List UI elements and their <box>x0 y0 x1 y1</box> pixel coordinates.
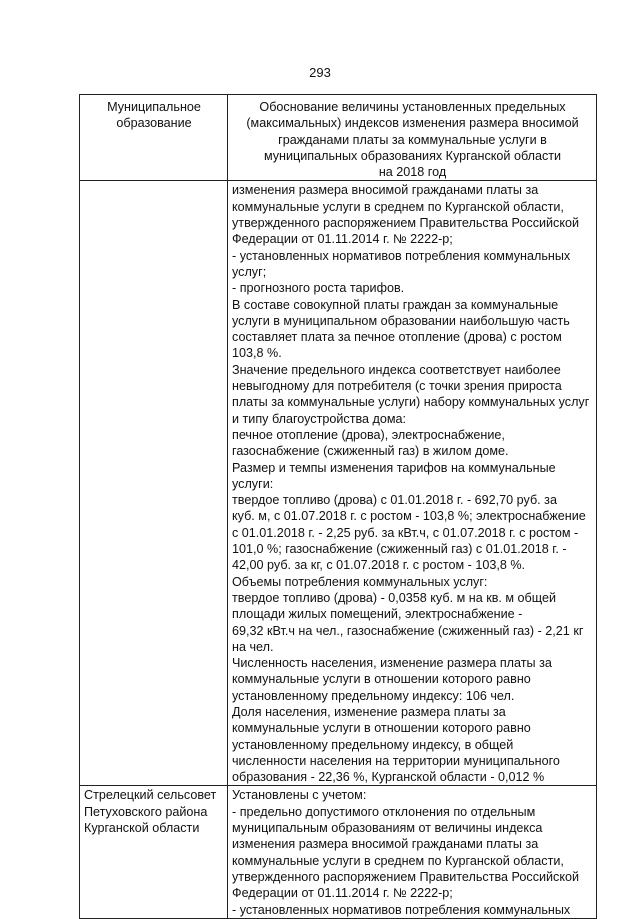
text-line: услуги: <box>232 476 274 491</box>
text-line: установленному предельному индексу, в общей <box>232 737 514 752</box>
text-line: - предельно допустимого отклонения по отдельным <box>232 804 536 819</box>
text-line: услуг; <box>232 264 267 279</box>
municipality-cell <box>80 181 228 786</box>
text-line: - установленных нормативов потребления коммунальных <box>232 248 571 263</box>
table-header-row <box>80 95 597 181</box>
text-line: куб. м, с 01.07.2018 г. с ростом - 103,8 %; электроснабжение <box>232 509 586 524</box>
text-line: и типу благоустройства дома: <box>232 411 407 426</box>
text-line: Численность населения, изменение размера платы за <box>232 656 552 671</box>
text-line: В составе совокупной платы граждан за коммунальные <box>232 297 559 312</box>
justification-cell <box>228 181 597 786</box>
text-line: Значение предельного индекса соответствует наиболее <box>232 362 561 377</box>
justification-cell <box>228 786 597 918</box>
header-line: Обоснование величины установленных предельных <box>259 100 566 114</box>
page-number: 293 <box>309 65 331 80</box>
text-line: Установлены с учетом: <box>232 788 367 803</box>
text-line: муниципальным образованиям от величины индекса <box>232 821 543 836</box>
text-line: утвержденного распоряжением Правительства Российской <box>232 216 580 231</box>
header-line: муниципальных образованиях Курганской области <box>263 148 562 163</box>
text-line: печное отопление (дрова), электроснабжение, <box>232 427 505 442</box>
text-line: Федерации от 01.11.2014 г. № 2222-р; <box>232 232 453 247</box>
municipality-cell <box>80 786 228 918</box>
header-line: образование <box>116 116 192 131</box>
text-line: коммунальные услуги в отношении которого равно <box>232 672 531 687</box>
text-line: твердое топливо (дрова) - 0,0358 куб. м на кв. м общей <box>232 590 557 605</box>
text-line: на чел. <box>232 639 274 654</box>
header-line: Муниципальное <box>107 100 201 114</box>
text-line: 103,8 %. <box>232 346 282 361</box>
text-line: установленному предельному индексу: 106 чел. <box>232 688 515 703</box>
text-line: - прогнозного роста тарифов. <box>232 281 405 296</box>
header-municipality <box>80 95 228 181</box>
text-line: 101,0 %; газоснабжение (сжиженный газ) с 01.01.2018 г. - <box>232 542 567 557</box>
text-line: - установленных нормативов потребления коммунальных <box>232 902 571 917</box>
text-line: Объемы потребления коммунальных услуг: <box>232 574 488 589</box>
header-justification <box>228 95 597 181</box>
text-line: площади жилых помещений, электроснабжение - <box>232 607 523 622</box>
header-line: на 2018 год <box>378 165 447 180</box>
text-line: образования - 22,36 %, Курганской области - 0,012 % <box>232 770 545 785</box>
text-line: Курганской области <box>84 821 200 836</box>
text-line: изменения размера вносимой гражданами платы за <box>232 183 539 198</box>
text-line: с 01.01.2018 г. - 2,25 руб. за кВт.ч, с 01.07.2018 г. с ростом - <box>232 525 579 540</box>
text-line: платы за коммунальные услуги) набору коммунальных услуг <box>232 395 590 410</box>
text-line: Размер и темпы изменения тарифов на коммунальные <box>232 460 556 475</box>
text-line: газоснабжение (сжиженный газ) в жилом доме. <box>232 444 509 459</box>
text-line: коммунальные услуги в отношении которого равно <box>232 721 531 736</box>
text-line: 69,32 кВт.ч на чел., газоснабжение (сжиженный газ) - 2,21 кг <box>232 623 584 638</box>
text-line: Доля населения, изменение размера платы за <box>232 704 506 719</box>
text-line: невыгодному для потребителя (с точки зрения прироста <box>232 379 562 394</box>
text-line: коммунальные услуги в среднем по Курганской области, <box>232 853 564 868</box>
table-row <box>80 786 597 918</box>
header-line: гражданами платы за коммунальные услуги в <box>278 132 547 147</box>
text-line: 42,00 руб. за кг, с 01.07.2018 г. с ростом - 103,8 %. <box>232 558 526 573</box>
text-line: Стрелецкий сельсовет <box>84 788 217 803</box>
text-line: Федерации от 01.11.2014 г. № 2222-р; <box>232 886 453 901</box>
table-row <box>80 181 597 786</box>
text-line: коммунальные услуги в среднем по Курганской области, <box>232 199 564 214</box>
header-line: (максимальных) индексов изменения размера вносимой <box>246 116 579 131</box>
text-line: утвержденного распоряжением Правительства Российской <box>232 869 580 884</box>
text-line: твердое топливо (дрова) с 01.01.2018 г. - 692,70 руб. за <box>232 493 557 508</box>
text-line: численности населения на территории муниципального <box>232 753 560 768</box>
text-line: изменения размера вносимой гражданами платы за <box>232 837 539 852</box>
justification-table <box>79 94 597 919</box>
text-line: услуги в муниципальном образовании наибольшую часть <box>232 313 570 328</box>
text-line: Петуховского района <box>84 804 208 819</box>
text-line: составляет плата за печное отопление (дрова) с ростом <box>232 330 562 345</box>
